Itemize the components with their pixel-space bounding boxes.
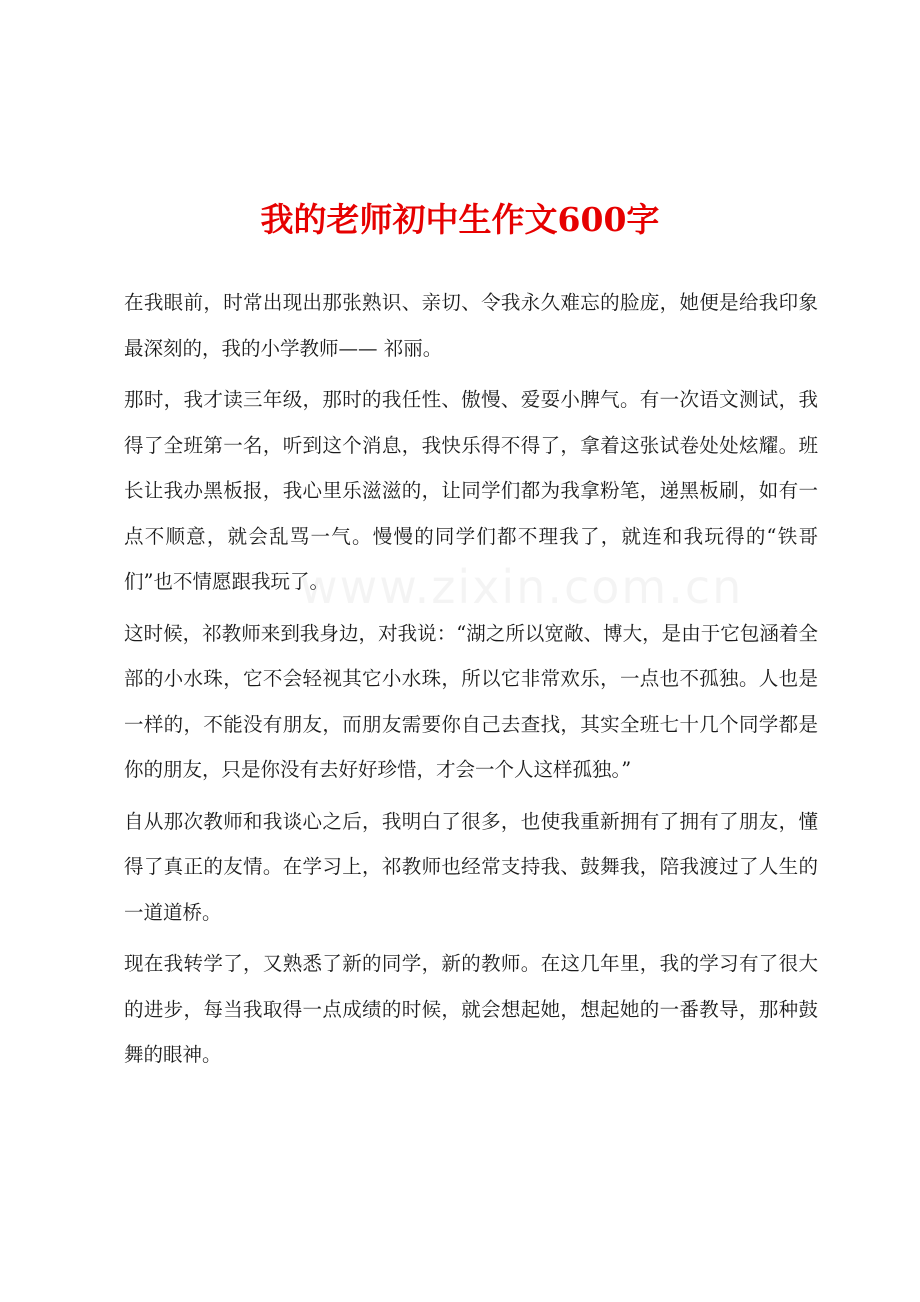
- document-title: 我的老师初中生作文600字: [260, 200, 660, 239]
- paragraph-1: 在我眼前，时常出现出那张熟识、亲切、令我永久难忘的脸庞，她便是给我印象最深刻的，我的小学教师—— 祁丽。: [124, 291, 818, 360]
- paragraph-4: 自从那次教师和我谈心之后，我明白了很多，也使我重新拥有了拥有了朋友，懂得了真正的友情。在学习上，祁教师也经常支持我、鼓舞我，陪我渡过了人生的一道道桥。: [124, 809, 818, 924]
- paragraph-5: 现在我转学了，又熟悉了新的同学，新的教师。在这几年里，我的学习有了很大的进步，每当我取得一点成绩的时候，就会想起她，想起她的一番教导，那种鼓舞的眼神。: [124, 952, 818, 1066]
- document-body: [124, 280, 818, 1084]
- paragraph-2: 那时，我才读三年级，那时的我任性、傲慢、爱耍小脾气。有一次语文测试，我得了全班第一名，听到这个消息，我快乐得不得了，拿着这张试卷处处炫耀。班长让我办黑板报，我心里乐滋滋的，让同学们都为我拿粉笔，递黑板刷，如有一点不顺意，就会乱骂一气。慢慢的同学们都不理我了，就连和我玩得的“铁哥们”也不情愿跟我玩了。: [124, 388, 818, 593]
- paragraph-3: 这时候，祁教师来到我身边，对我说：“湖之所以宽敞、博大，是由于它包涵着全部的小水珠，它不会轻视其它小水珠，所以它非常欢乐，一点也不孤独。人也是一样的，不能没有朋友，而朋友需要你自己去查找，其实全班七十几个同学都是你的朋友，只是你没有去好好珍惜，才会一个人这样孤独。”: [124, 621, 818, 781]
